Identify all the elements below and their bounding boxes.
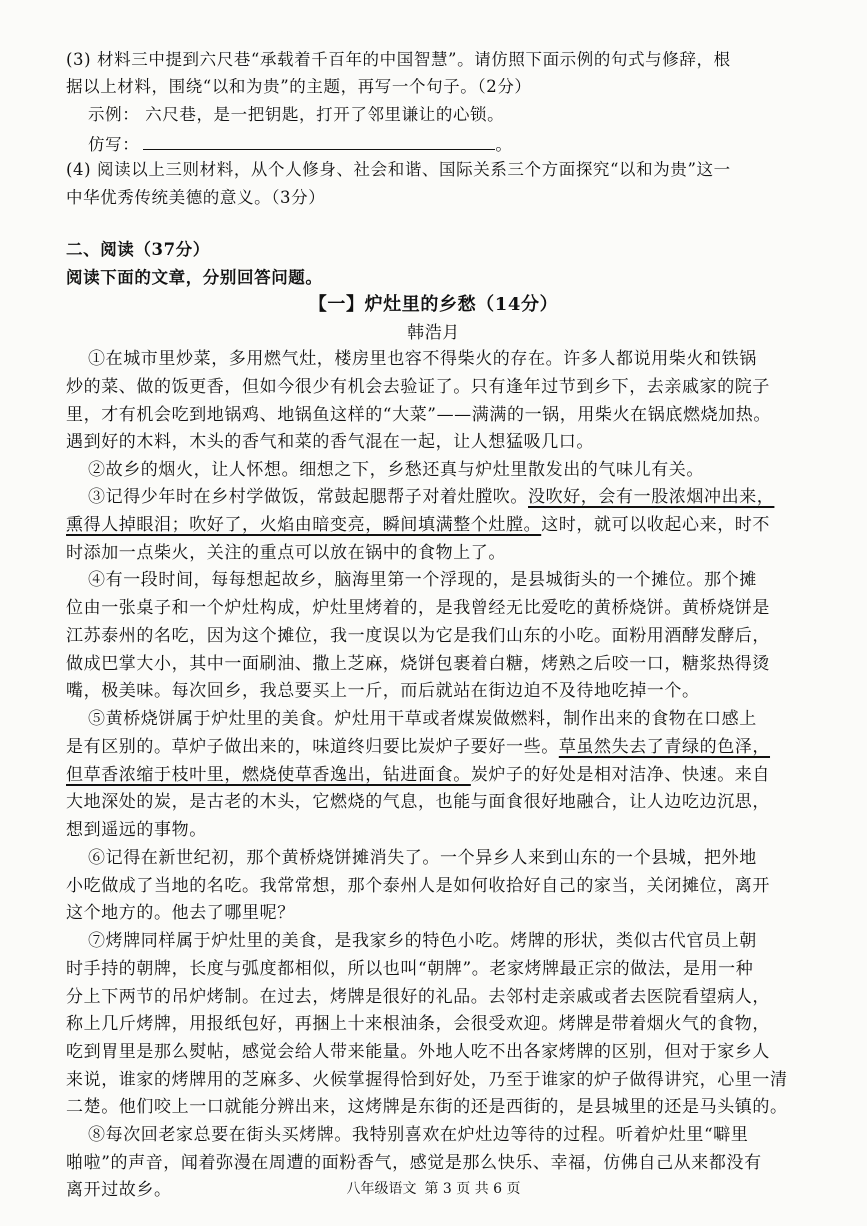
article-line: ①在城市里炒菜，多用燃气灶，楼房里也容不得柴火的存在。许多人都说用柴火和铁锅 bbox=[88, 349, 757, 369]
article-line: 小吃做成了当地的名吃。我常常想，那个泰州人是如何收拾好自己的家当，关闭摊位，离开 bbox=[66, 876, 770, 896]
article-line: 遇到好的木料，木头的香气和菜的香气混在一起，让人想猛吸几口。 bbox=[66, 432, 594, 452]
underlined-sentence: 但草香浓缩于枝叶里，燃烧使草香逸出，钻进面食。 bbox=[66, 765, 471, 785]
article-line: 离开过故乡。 bbox=[66, 1180, 172, 1200]
section-instruction: 阅读下面的文章，分别回答问题。 bbox=[66, 268, 323, 287]
article-line: 大地深处的炭，是古老的木头，它燃烧的气息，也能与面食很好地融合，让人边吃边沉思， bbox=[66, 792, 770, 812]
imitate-label: 仿写： bbox=[88, 135, 140, 154]
article-line: 时手持的朝牌，长度与弧度都相似，所以也叫“朝牌”。老家烤牌最正宗的做法，是用一种 bbox=[66, 959, 754, 979]
article-line: 时添加一点柴火，关注的重点可以放在锅中的食物上了。 bbox=[66, 543, 506, 563]
article-line bbox=[66, 513, 771, 537]
article-line: 吃到胃里是那么熨帖，感觉会给人带来能量。外地人吃不出各家烤牌的区别，但对于家乡人 bbox=[66, 1042, 770, 1062]
article-line: 啪啦”的声音，闻着弥漫在周遭的面粉香气，感觉是那么快乐、幸福，仿佛自己从来都没有 bbox=[66, 1153, 762, 1173]
footer-page-number: 第 3 页 共 6 页 bbox=[424, 1181, 521, 1197]
article-title: 【一】炉灶里的乡愁（14分） bbox=[308, 294, 559, 315]
article-line: ⑥记得在新世纪初，那个黄桥烧饼摊消失了。一个异乡人来到山东的一个县城，把外地 bbox=[88, 848, 757, 868]
article-text: 这时，就可以收起心来，时不 bbox=[541, 515, 771, 535]
article-line bbox=[88, 485, 775, 509]
article-line bbox=[66, 735, 771, 759]
article-text: ③记得少年时在乡村学做饭，常鼓起腮帮子对着灶膛吹。 bbox=[88, 487, 528, 507]
article-line: ⑤黄桥烧饼属于炉灶里的美食。炉灶用干草或者煤炭做燃料，制作出来的食物在口感上 bbox=[88, 709, 757, 729]
article-line: 称上几斤烤牌，用报纸包好，再捆上十来根油条，会很受欢迎。烤牌是带着烟火气的食物， bbox=[66, 1014, 770, 1034]
q4-line-1: (4) 阅读以上三则材料，从个人修身、社会和谐、国际关系三个方面探究“以和为贵”这一 bbox=[66, 160, 731, 179]
imitate-answer-blank[interactable] bbox=[143, 131, 495, 150]
footer-grade: 八年级语文 bbox=[346, 1181, 417, 1197]
q3-line-2: 据以上材料，围绕“以和为贵”的主题，再写一个句子。（2分） bbox=[66, 77, 532, 96]
q4-line-2: 中华优秀传统美德的意义。（3分） bbox=[66, 188, 326, 207]
q3-example: 示例： 六尺巷，是一把钥匙，打开了邻里谦让的心锁。 bbox=[88, 105, 505, 124]
article-line: 二楚。他们咬上一口就能分辨出来，这烤牌是东街的还是西街的，是县城里的还是马头镇的。 bbox=[66, 1097, 788, 1117]
article-line: 做成巴掌大小，其中一面刷油、撒上芝麻，烧饼包裹着白糖，烤熟之后咬一口，糖浆热得烫 bbox=[66, 654, 770, 674]
article-line bbox=[66, 763, 771, 787]
article-line: 想到遥远的事物。 bbox=[66, 820, 207, 840]
q3-imitate bbox=[88, 131, 744, 157]
article-text: 是有区别的。草炉子做出来的，味道终归要比炭炉子要好一些。 bbox=[66, 737, 559, 757]
article-text: 炭炉子的好处是相对洁净、快速。来自 bbox=[470, 765, 771, 785]
underlined-sentence: 草虽然失去了青绿的色泽， bbox=[558, 737, 771, 757]
article-line: ④有一段时间，每每想起故乡，脑海里第一个浮现的，是县城街头的一个摊位。那个摊 bbox=[88, 570, 757, 590]
article-line: 分上下两节的吊炉烤制。在过去，烤牌是很好的礼品。去邻村走亲戚或者去医院看望病人， bbox=[66, 987, 770, 1007]
article-line: ⑧每次回老家总要在街头买烤牌。我特别喜欢在炉灶边等待的过程。听着炉灶里“噼里 bbox=[88, 1125, 749, 1145]
article-line: 炒的菜、做的饭更香，但如今很少有机会去验证了。只有逢年过节到乡下，去亲戚家的院子 bbox=[66, 377, 770, 397]
imitate-end: 。 bbox=[495, 135, 513, 154]
q3-line-1: (3) 材料三中提到六尺巷“承载着千百年的中国智慧”。请仿照下面示例的句式与修辞，根 bbox=[66, 50, 731, 69]
article-author: 韩浩月 bbox=[407, 323, 460, 343]
article-line: ⑦烤牌同样属于炉灶里的美食，是我家乡的特色小吃。烤牌的形状，类似古代官员上朝 bbox=[88, 931, 757, 951]
section-heading: 二、阅读（37分） bbox=[66, 240, 210, 259]
article-line: 嘴，极美味。每次回乡，我总要买上一斤，而后就站在街边迫不及待地吃掉一个。 bbox=[66, 681, 700, 701]
underlined-sentence: 没吹好，会有一股浓烟冲出来， bbox=[528, 487, 775, 507]
article-line: ②故乡的烟火，让人怀想。细想之下，乡愁还真与炉灶里散发出的气味儿有关。 bbox=[88, 460, 704, 480]
article-line: 江苏泰州的名吃，因为这个摊位，我一度误以为它是我们山东的小吃。面粉用酒酵发酵后， bbox=[66, 626, 770, 646]
article-line: 这个地方的。他去了哪里呢？ bbox=[66, 903, 295, 923]
underlined-sentence: 熏得人掉眼泪；吹好了，火焰由暗变亮，瞬间填满整个灶膛。 bbox=[66, 515, 542, 535]
article-line: 来说，谁家的烤牌用的芝麻多、火候掌握得恰到好处，乃至于谁家的炉子做得讲究，心里一清 bbox=[66, 1070, 788, 1090]
article-line: 里，才有机会吃到地锅鸡、地锅鱼这样的“大菜”——满满的一锅，用柴火在锅底燃烧加热。 bbox=[66, 405, 771, 425]
article-line: 位由一张桌子和一个炉灶构成，炉灶里烤着的，是我曾经无比爱吃的黄桥烧饼。黄桥烧饼是 bbox=[66, 598, 770, 618]
